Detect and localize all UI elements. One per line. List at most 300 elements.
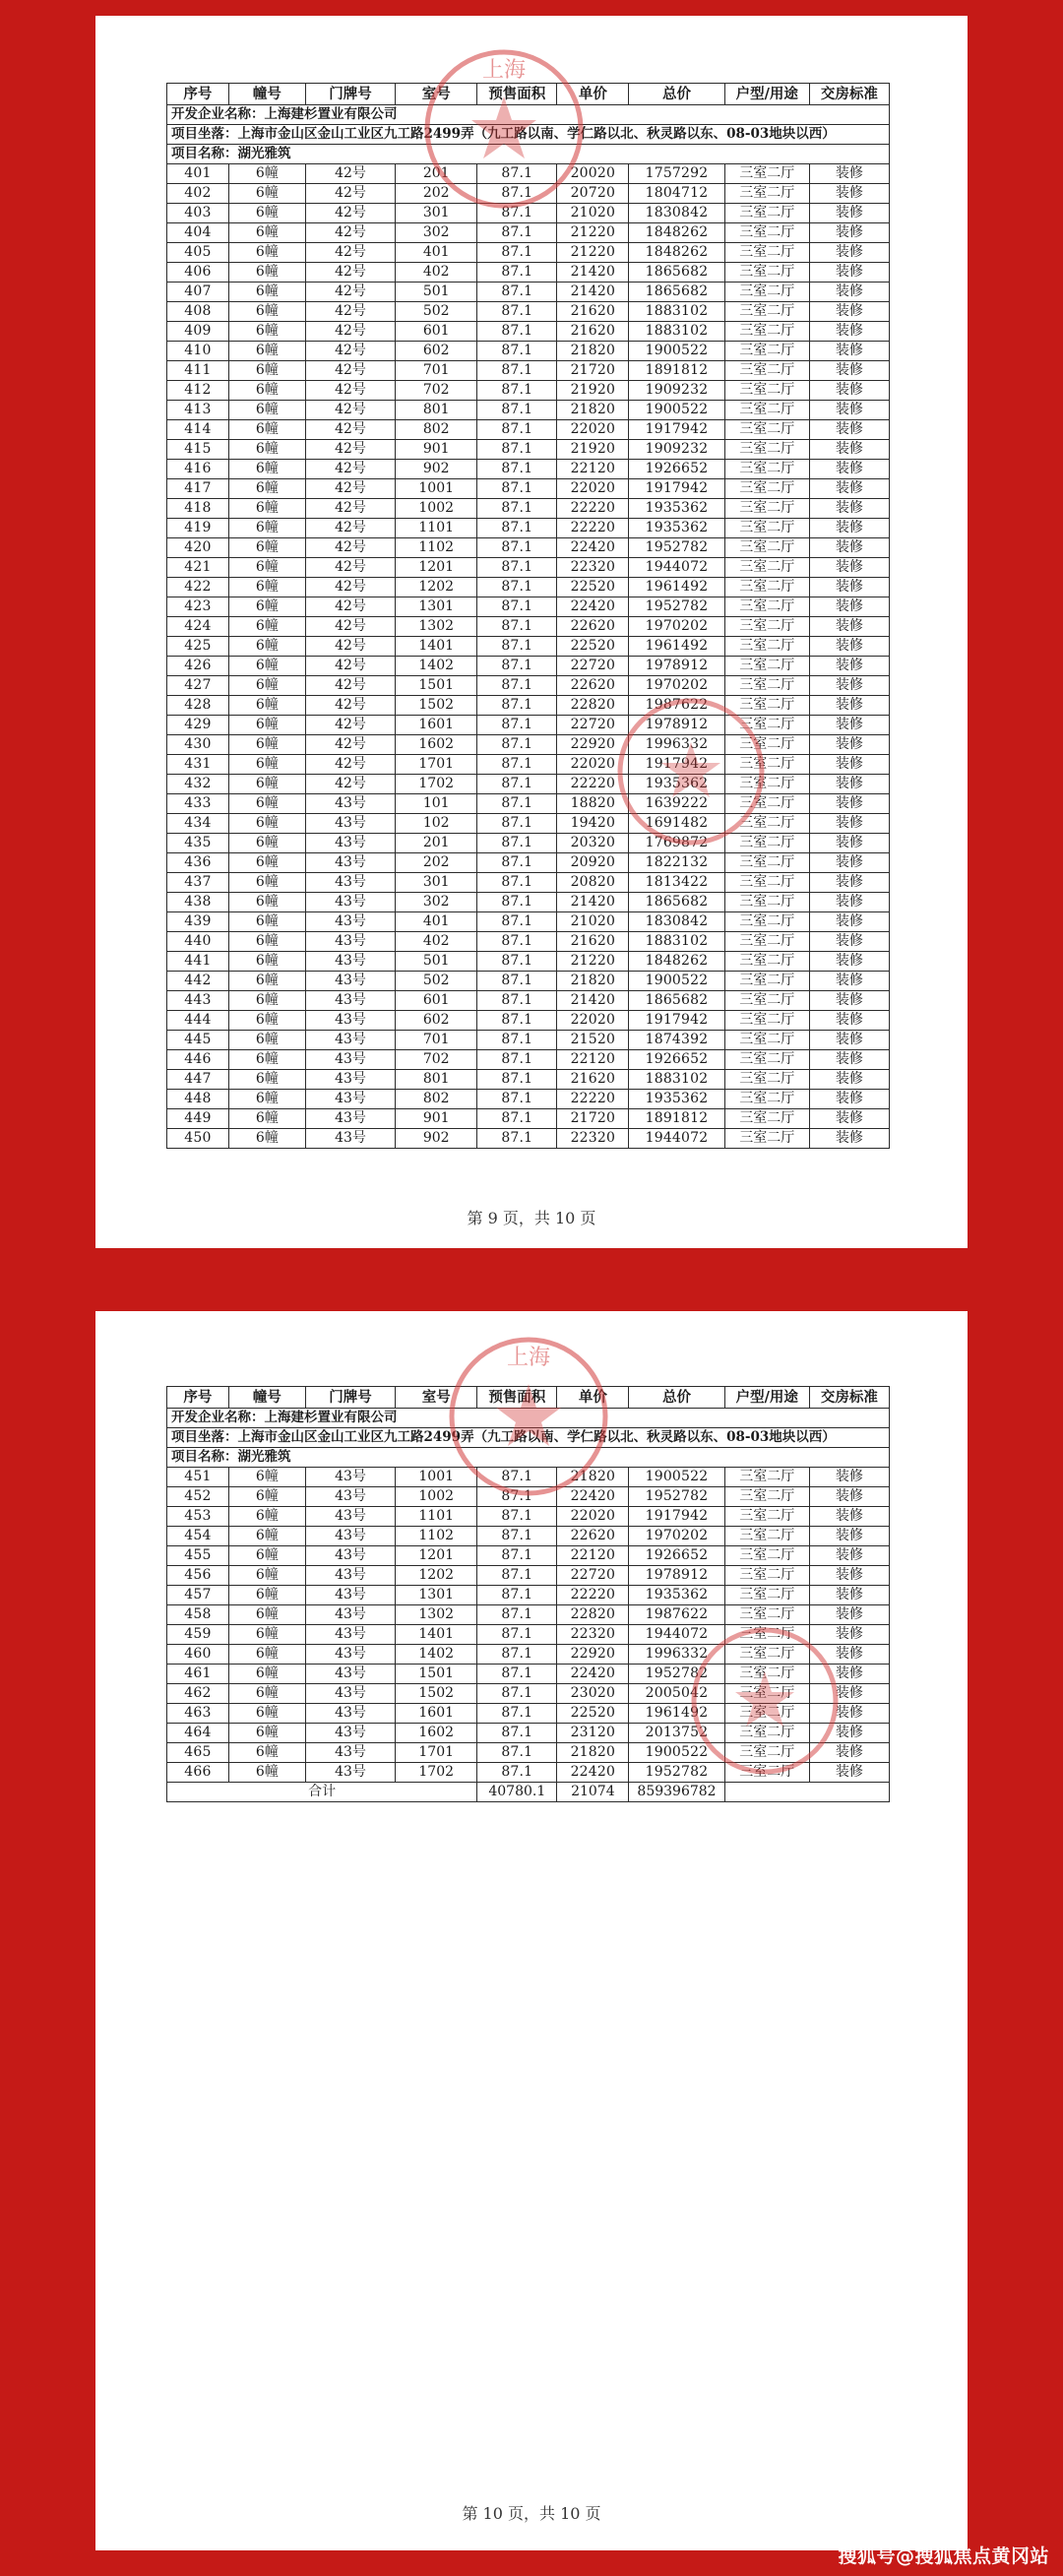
sohu-watermark: 搜狐号@搜狐焦点黄冈站: [838, 2545, 1049, 2567]
table-row: [167, 1487, 890, 1507]
column-header: 幢号: [228, 84, 305, 105]
area-cell: 87.1: [477, 558, 557, 578]
table-row: [167, 1684, 890, 1704]
layout-cell: 三室二厅: [724, 952, 809, 972]
layout-cell: 三室二厅: [724, 853, 809, 873]
total-price-cell: 1970202: [629, 1527, 724, 1546]
average-price: 21074: [557, 1783, 629, 1802]
table-row: [167, 420, 890, 440]
table-row: [167, 814, 890, 834]
serial-cell: 443: [167, 991, 229, 1011]
door-number-cell: 43号: [305, 814, 395, 834]
room-cell: 402: [396, 263, 477, 283]
delivery-standard-cell: 装修: [809, 538, 889, 558]
room-cell: 302: [396, 223, 477, 243]
delivery-standard-cell: 装修: [809, 440, 889, 460]
layout-cell: 三室二厅: [724, 1546, 809, 1566]
building-cell: 6幢: [228, 1684, 305, 1704]
building-cell: 6幢: [228, 1468, 305, 1487]
total-price-cell: 1883102: [629, 1070, 724, 1090]
room-cell: 801: [396, 1070, 477, 1090]
building-cell: 6幢: [228, 912, 305, 932]
total-label: 合计: [167, 1783, 477, 1802]
total-area: 40780.1: [477, 1783, 557, 1802]
door-number-cell: 42号: [305, 223, 395, 243]
door-number-cell: 43号: [305, 1566, 395, 1586]
column-header: 门牌号: [305, 84, 395, 105]
layout-cell: 三室二厅: [724, 1586, 809, 1605]
table-row: [167, 440, 890, 460]
total-price-cell: 1970202: [629, 676, 724, 696]
column-header: 室号: [396, 1387, 477, 1409]
table-row: [167, 1090, 890, 1109]
room-cell: 501: [396, 952, 477, 972]
layout-cell: 三室二厅: [724, 814, 809, 834]
unit-price-cell: 21520: [557, 1031, 629, 1050]
table-row: [167, 597, 890, 617]
delivery-standard-cell: 装修: [809, 164, 889, 184]
delivery-standard-cell: 装修: [809, 1050, 889, 1070]
unit-price-cell: 22920: [557, 735, 629, 755]
serial-cell: 462: [167, 1684, 229, 1704]
serial-cell: 460: [167, 1645, 229, 1665]
area-cell: 87.1: [477, 184, 557, 204]
layout-cell: 三室二厅: [724, 775, 809, 794]
room-cell: 502: [396, 972, 477, 991]
total-price-cell: 1757292: [629, 164, 724, 184]
area-cell: 87.1: [477, 1070, 557, 1090]
delivery-standard-cell: 装修: [809, 1507, 889, 1527]
unit-price-cell: 22020: [557, 420, 629, 440]
layout-cell: 三室二厅: [724, 676, 809, 696]
layout-cell: 三室二厅: [724, 834, 809, 853]
column-header: 门牌号: [305, 1387, 395, 1409]
room-cell: 1101: [396, 519, 477, 538]
layout-cell: 三室二厅: [724, 381, 809, 401]
building-cell: 6幢: [228, 479, 305, 499]
unit-price-cell: 22020: [557, 1507, 629, 1527]
serial-cell: 459: [167, 1625, 229, 1645]
room-cell: 602: [396, 1011, 477, 1031]
unit-price-cell: 21420: [557, 263, 629, 283]
serial-cell: 444: [167, 1011, 229, 1031]
building-cell: 6幢: [228, 1704, 305, 1724]
area-cell: 87.1: [477, 322, 557, 342]
table-row: [167, 775, 890, 794]
layout-cell: 三室二厅: [724, 991, 809, 1011]
building-cell: 6幢: [228, 322, 305, 342]
building-cell: 6幢: [228, 1665, 305, 1684]
area-cell: 87.1: [477, 1507, 557, 1527]
room-cell: 301: [396, 873, 477, 893]
delivery-standard-cell: 装修: [809, 578, 889, 597]
serial-cell: 437: [167, 873, 229, 893]
layout-cell: 三室二厅: [724, 204, 809, 223]
table-row: [167, 873, 890, 893]
project-label: 项目名称：湖光雅筑: [167, 1448, 890, 1468]
total-price-cell: 1996332: [629, 1645, 724, 1665]
area-cell: 87.1: [477, 1704, 557, 1724]
sales-table-sheet: [166, 1386, 890, 1802]
layout-cell: 三室二厅: [724, 558, 809, 578]
table-row: [167, 657, 890, 676]
delivery-standard-cell: 装修: [809, 735, 889, 755]
total-price-cell: 1996332: [629, 735, 724, 755]
table-row: [167, 164, 890, 184]
layout-cell: 三室二厅: [724, 1625, 809, 1645]
room-cell: 1102: [396, 1527, 477, 1546]
area-cell: 87.1: [477, 499, 557, 519]
total-price-cell: 1883102: [629, 932, 724, 952]
unit-price-cell: 22220: [557, 1586, 629, 1605]
unit-price-cell: 20020: [557, 164, 629, 184]
total-price-cell: 1917942: [629, 1011, 724, 1031]
building-cell: 6幢: [228, 1645, 305, 1665]
delivery-standard-cell: 装修: [809, 1625, 889, 1645]
door-number-cell: 42号: [305, 578, 395, 597]
delivery-standard-cell: 装修: [809, 184, 889, 204]
area-cell: 87.1: [477, 972, 557, 991]
unit-price-cell: 21620: [557, 1070, 629, 1090]
table-row: [167, 401, 890, 420]
area-cell: 87.1: [477, 676, 557, 696]
serial-cell: 424: [167, 617, 229, 637]
serial-cell: 466: [167, 1763, 229, 1783]
total-price-cell: 1848262: [629, 223, 724, 243]
unit-price-cell: 21420: [557, 283, 629, 302]
column-header: 预售面积: [477, 84, 557, 105]
layout-cell: 三室二厅: [724, 440, 809, 460]
unit-price-cell: 21620: [557, 932, 629, 952]
table-row: [167, 676, 890, 696]
table-row: [167, 578, 890, 597]
layout-cell: 三室二厅: [724, 460, 809, 479]
unit-price-cell: 20320: [557, 834, 629, 853]
room-cell: 802: [396, 1090, 477, 1109]
serial-cell: 447: [167, 1070, 229, 1090]
door-number-cell: 43号: [305, 873, 395, 893]
door-number-cell: 42号: [305, 735, 395, 755]
table-row: [167, 538, 890, 558]
delivery-standard-cell: 装修: [809, 1566, 889, 1586]
table-row: [167, 617, 890, 637]
unit-price-cell: 20920: [557, 853, 629, 873]
unit-price-cell: 21020: [557, 912, 629, 932]
table-row: [167, 1645, 890, 1665]
total-price-cell: 1978912: [629, 716, 724, 735]
area-cell: 87.1: [477, 223, 557, 243]
total-price-cell: 1917942: [629, 479, 724, 499]
table-row: [167, 1031, 890, 1050]
total-price-cell: 1987622: [629, 1605, 724, 1625]
area-cell: 87.1: [477, 696, 557, 716]
room-cell: 1502: [396, 696, 477, 716]
building-cell: 6幢: [228, 164, 305, 184]
delivery-standard-cell: 装修: [809, 243, 889, 263]
door-number-cell: 43号: [305, 794, 395, 814]
building-cell: 6幢: [228, 1031, 305, 1050]
table-row: [167, 460, 890, 479]
table-row: [167, 735, 890, 755]
delivery-standard-cell: 装修: [809, 617, 889, 637]
total-price-cell: 1691482: [629, 814, 724, 834]
serial-cell: 413: [167, 401, 229, 420]
total-price-cell: 1935362: [629, 775, 724, 794]
area-cell: 87.1: [477, 440, 557, 460]
serial-cell: 401: [167, 164, 229, 184]
layout-cell: 三室二厅: [724, 1050, 809, 1070]
table-total-row: [167, 1783, 890, 1802]
building-cell: 6幢: [228, 1109, 305, 1129]
unit-price-cell: 19420: [557, 814, 629, 834]
door-number-cell: 43号: [305, 1090, 395, 1109]
total-price-cell: 1865682: [629, 263, 724, 283]
table-row: [167, 834, 890, 853]
delivery-standard-cell: 装修: [809, 1129, 889, 1149]
total-price-cell: 2013752: [629, 1724, 724, 1743]
grand-total: 859396782: [629, 1783, 724, 1802]
door-number-cell: 42号: [305, 164, 395, 184]
table-row: [167, 1129, 890, 1149]
table-row: [167, 184, 890, 204]
serial-cell: 433: [167, 794, 229, 814]
serial-cell: 402: [167, 184, 229, 204]
area-cell: 87.1: [477, 873, 557, 893]
area-cell: 87.1: [477, 932, 557, 952]
room-cell: 1702: [396, 775, 477, 794]
building-cell: 6幢: [228, 401, 305, 420]
area-cell: 87.1: [477, 420, 557, 440]
building-cell: 6幢: [228, 243, 305, 263]
building-cell: 6幢: [228, 538, 305, 558]
layout-cell: 三室二厅: [724, 184, 809, 204]
room-cell: 801: [396, 401, 477, 420]
layout-cell: 三室二厅: [724, 401, 809, 420]
table-row: [167, 912, 890, 932]
company-label: 开发企业名称：上海建杉置业有限公司: [167, 1409, 890, 1428]
sales-table-sheet: [166, 83, 890, 1149]
layout-cell: 三室二厅: [724, 716, 809, 735]
total-price-cell: 1804712: [629, 184, 724, 204]
door-number-cell: 42号: [305, 538, 395, 558]
layout-cell: 三室二厅: [724, 1704, 809, 1724]
column-header: 幢号: [228, 1387, 305, 1409]
total-price-cell: 1935362: [629, 519, 724, 538]
unit-price-cell: 22320: [557, 558, 629, 578]
building-cell: 6幢: [228, 1586, 305, 1605]
building-cell: 6幢: [228, 834, 305, 853]
door-number-cell: 43号: [305, 1704, 395, 1724]
door-number-cell: 43号: [305, 1763, 395, 1783]
door-number-cell: 42号: [305, 243, 395, 263]
table-row: [167, 322, 890, 342]
delivery-standard-cell: 装修: [809, 302, 889, 322]
room-cell: 702: [396, 1050, 477, 1070]
door-number-cell: 42号: [305, 401, 395, 420]
serial-cell: 419: [167, 519, 229, 538]
door-number-cell: 43号: [305, 991, 395, 1011]
table-row: [167, 342, 890, 361]
document-page-9: [95, 16, 968, 1248]
delivery-standard-cell: 装修: [809, 893, 889, 912]
unit-price-cell: 22120: [557, 1050, 629, 1070]
room-cell: 201: [396, 164, 477, 184]
building-cell: 6幢: [228, 302, 305, 322]
layout-cell: 三室二厅: [724, 657, 809, 676]
unit-price-cell: 21720: [557, 1109, 629, 1129]
unit-price-cell: 21720: [557, 361, 629, 381]
layout-cell: 三室二厅: [724, 1605, 809, 1625]
unit-price-cell: 21820: [557, 1468, 629, 1487]
serial-cell: 406: [167, 263, 229, 283]
door-number-cell: 43号: [305, 1507, 395, 1527]
building-cell: 6幢: [228, 1487, 305, 1507]
layout-cell: 三室二厅: [724, 538, 809, 558]
table-row: [167, 519, 890, 538]
serial-cell: 414: [167, 420, 229, 440]
room-cell: 1702: [396, 1763, 477, 1783]
serial-cell: 448: [167, 1090, 229, 1109]
column-header: 户型/用途: [724, 1387, 809, 1409]
total-price-cell: 1865682: [629, 893, 724, 912]
serial-cell: 442: [167, 972, 229, 991]
building-cell: 6幢: [228, 1129, 305, 1149]
serial-cell: 451: [167, 1468, 229, 1487]
unit-price-cell: 22420: [557, 1665, 629, 1684]
door-number-cell: 42号: [305, 558, 395, 578]
table-row: [167, 1468, 890, 1487]
building-cell: 6幢: [228, 283, 305, 302]
room-cell: 1001: [396, 479, 477, 499]
delivery-standard-cell: 装修: [809, 1605, 889, 1625]
building-cell: 6幢: [228, 814, 305, 834]
total-price-cell: 1909232: [629, 381, 724, 401]
building-cell: 6幢: [228, 420, 305, 440]
room-cell: 1302: [396, 617, 477, 637]
area-cell: 87.1: [477, 597, 557, 617]
layout-cell: 三室二厅: [724, 617, 809, 637]
serial-cell: 445: [167, 1031, 229, 1050]
area-cell: 87.1: [477, 834, 557, 853]
door-number-cell: 42号: [305, 519, 395, 538]
serial-cell: 455: [167, 1546, 229, 1566]
unit-price-cell: 21220: [557, 952, 629, 972]
unit-price-cell: 21220: [557, 243, 629, 263]
room-cell: 701: [396, 361, 477, 381]
layout-cell: 三室二厅: [724, 420, 809, 440]
page-footer: 第 9 页，共 10 页: [467, 1209, 596, 1227]
building-cell: 6幢: [228, 617, 305, 637]
area-cell: 87.1: [477, 401, 557, 420]
table-header-row: [167, 1387, 890, 1409]
serial-cell: 422: [167, 578, 229, 597]
serial-cell: 410: [167, 342, 229, 361]
unit-price-cell: 22520: [557, 578, 629, 597]
delivery-standard-cell: 装修: [809, 775, 889, 794]
area-cell: 87.1: [477, 1763, 557, 1783]
area-cell: 87.1: [477, 283, 557, 302]
layout-cell: 三室二厅: [724, 1743, 809, 1763]
delivery-standard-cell: 装修: [809, 1724, 889, 1743]
table-row: [167, 1109, 890, 1129]
area-cell: 87.1: [477, 1605, 557, 1625]
table-row: [167, 302, 890, 322]
delivery-standard-cell: 装修: [809, 1743, 889, 1763]
table-row: [167, 1507, 890, 1527]
building-cell: 6幢: [228, 735, 305, 755]
building-cell: 6幢: [228, 1070, 305, 1090]
room-cell: 1301: [396, 597, 477, 617]
unit-price-cell: 22320: [557, 1129, 629, 1149]
column-header: 交房标准: [809, 1387, 889, 1409]
delivery-standard-cell: 装修: [809, 558, 889, 578]
area-cell: 87.1: [477, 617, 557, 637]
layout-cell: 三室二厅: [724, 519, 809, 538]
room-cell: 902: [396, 1129, 477, 1149]
area-cell: 87.1: [477, 204, 557, 223]
serial-cell: 407: [167, 283, 229, 302]
table-row: [167, 1070, 890, 1090]
door-number-cell: 43号: [305, 1625, 395, 1645]
building-cell: 6幢: [228, 578, 305, 597]
door-number-cell: 43号: [305, 1011, 395, 1031]
room-cell: 1501: [396, 676, 477, 696]
total-price-cell: 1952782: [629, 1665, 724, 1684]
unit-price-cell: 21820: [557, 972, 629, 991]
total-price-cell: 1874392: [629, 1031, 724, 1050]
building-cell: 6幢: [228, 932, 305, 952]
door-number-cell: 43号: [305, 912, 395, 932]
delivery-standard-cell: 装修: [809, 834, 889, 853]
layout-cell: 三室二厅: [724, 972, 809, 991]
delivery-standard-cell: 装修: [809, 1070, 889, 1090]
door-number-cell: 43号: [305, 952, 395, 972]
column-header: 总价: [629, 1387, 724, 1409]
total-price-cell: 1917942: [629, 420, 724, 440]
room-cell: 102: [396, 814, 477, 834]
building-cell: 6幢: [228, 1625, 305, 1645]
building-cell: 6幢: [228, 716, 305, 735]
unit-price-cell: 22720: [557, 1566, 629, 1586]
unit-price-cell: 22520: [557, 1704, 629, 1724]
room-cell: 1301: [396, 1586, 477, 1605]
room-cell: 701: [396, 1031, 477, 1050]
unit-price-cell: 22220: [557, 775, 629, 794]
door-number-cell: 42号: [305, 617, 395, 637]
layout-cell: 三室二厅: [724, 223, 809, 243]
delivery-standard-cell: 装修: [809, 696, 889, 716]
serial-cell: 456: [167, 1566, 229, 1586]
unit-price-cell: 21220: [557, 223, 629, 243]
room-cell: 901: [396, 1109, 477, 1129]
total-price-cell: 1822132: [629, 853, 724, 873]
unit-price-cell: 22920: [557, 1645, 629, 1665]
room-cell: 101: [396, 794, 477, 814]
area-cell: 87.1: [477, 1625, 557, 1645]
company-label: 开发企业名称：上海建杉置业有限公司: [167, 105, 890, 125]
table-row: [167, 696, 890, 716]
table-row: [167, 223, 890, 243]
unit-price-cell: 22020: [557, 1011, 629, 1031]
layout-cell: 三室二厅: [724, 1090, 809, 1109]
column-header: 室号: [396, 84, 477, 105]
serial-cell: 439: [167, 912, 229, 932]
delivery-standard-cell: 装修: [809, 1090, 889, 1109]
area-cell: 87.1: [477, 578, 557, 597]
delivery-standard-cell: 装修: [809, 912, 889, 932]
column-header: 户型/用途: [724, 84, 809, 105]
column-header: 单价: [557, 84, 629, 105]
